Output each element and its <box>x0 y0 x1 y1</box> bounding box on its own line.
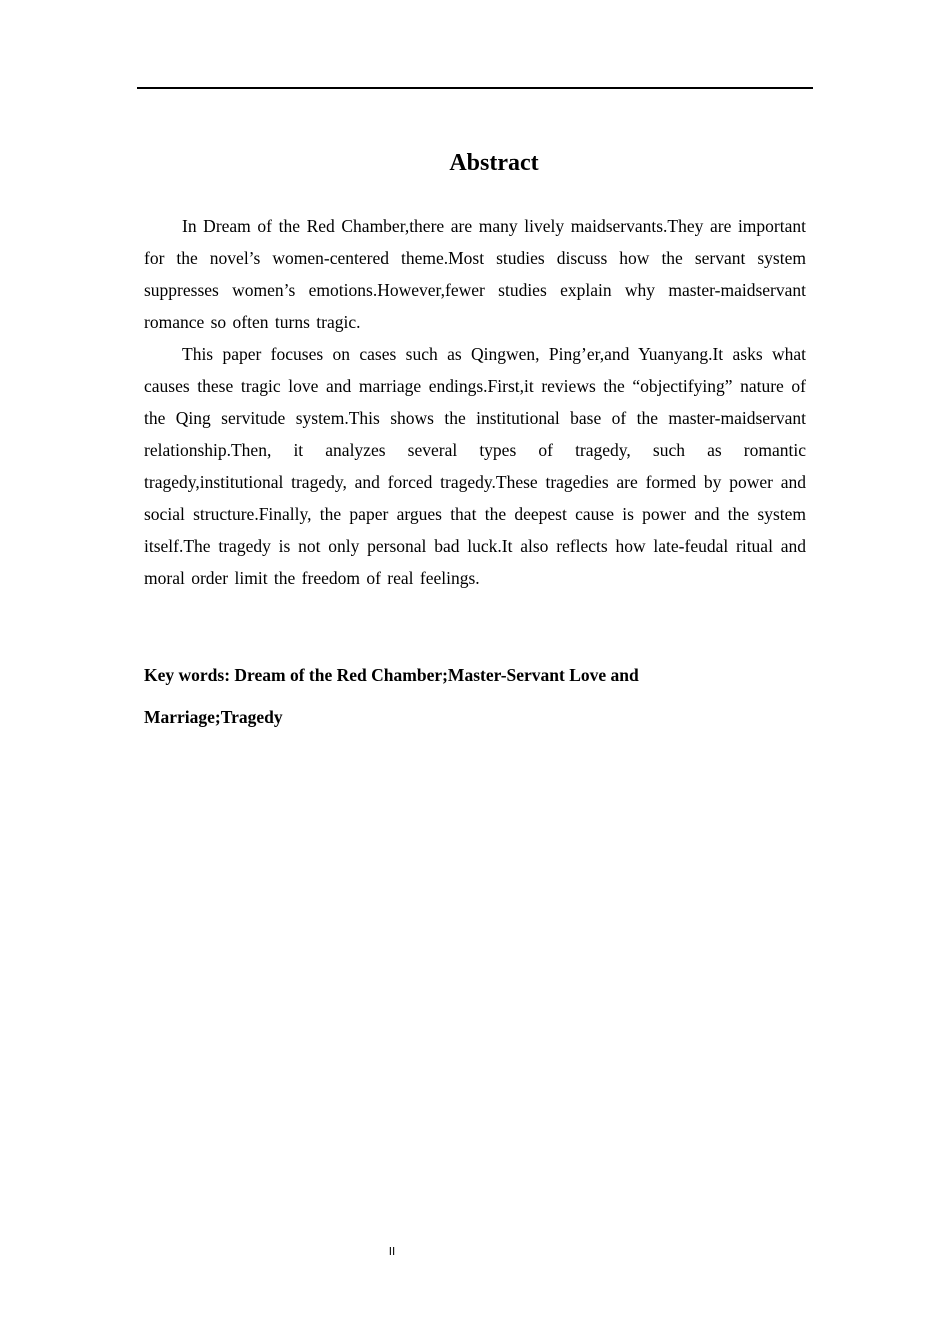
abstract-paragraph-1: In Dream of the Red Chamber,there are many lively maidservants.They are important for the novel’s women-centered theme.Most studies discuss how the servant system suppresses women’s emotions.However,fewer studies explain why master-maidservant romance so often turns tragic. <box>144 216 806 332</box>
keywords-line <box>144 654 744 738</box>
keywords-text: Dream of the Red Chamber;Master-Servant Love and Marriage;Tragedy <box>144 665 639 727</box>
keywords-label: Key words: <box>144 665 231 685</box>
header-rule <box>137 87 813 89</box>
page-number: II <box>388 1245 396 1258</box>
abstract-title: Abstract <box>449 150 539 176</box>
abstract-paragraph-2: This paper focuses on cases such as Qingwen, Ping’er,and Yuanyang.It asks what causes these tragic love and marriage endings.First,it reviews the “objectifying” nature of the Qing servitude system.This shows the institutional base of the master-maidservant relationship.Then, it analyzes several types of tragedy, such as romantic tragedy,institutional tragedy, and forced tragedy.These tragedies are formed by power and social structure.Finally, the paper argues that the deepest cause is power and the system itself.The tragedy is not only personal bad luck.It also reflects how late-feudal ritual and moral order limit the freedom of real feelings. <box>144 344 806 588</box>
abstract-body <box>144 210 806 594</box>
